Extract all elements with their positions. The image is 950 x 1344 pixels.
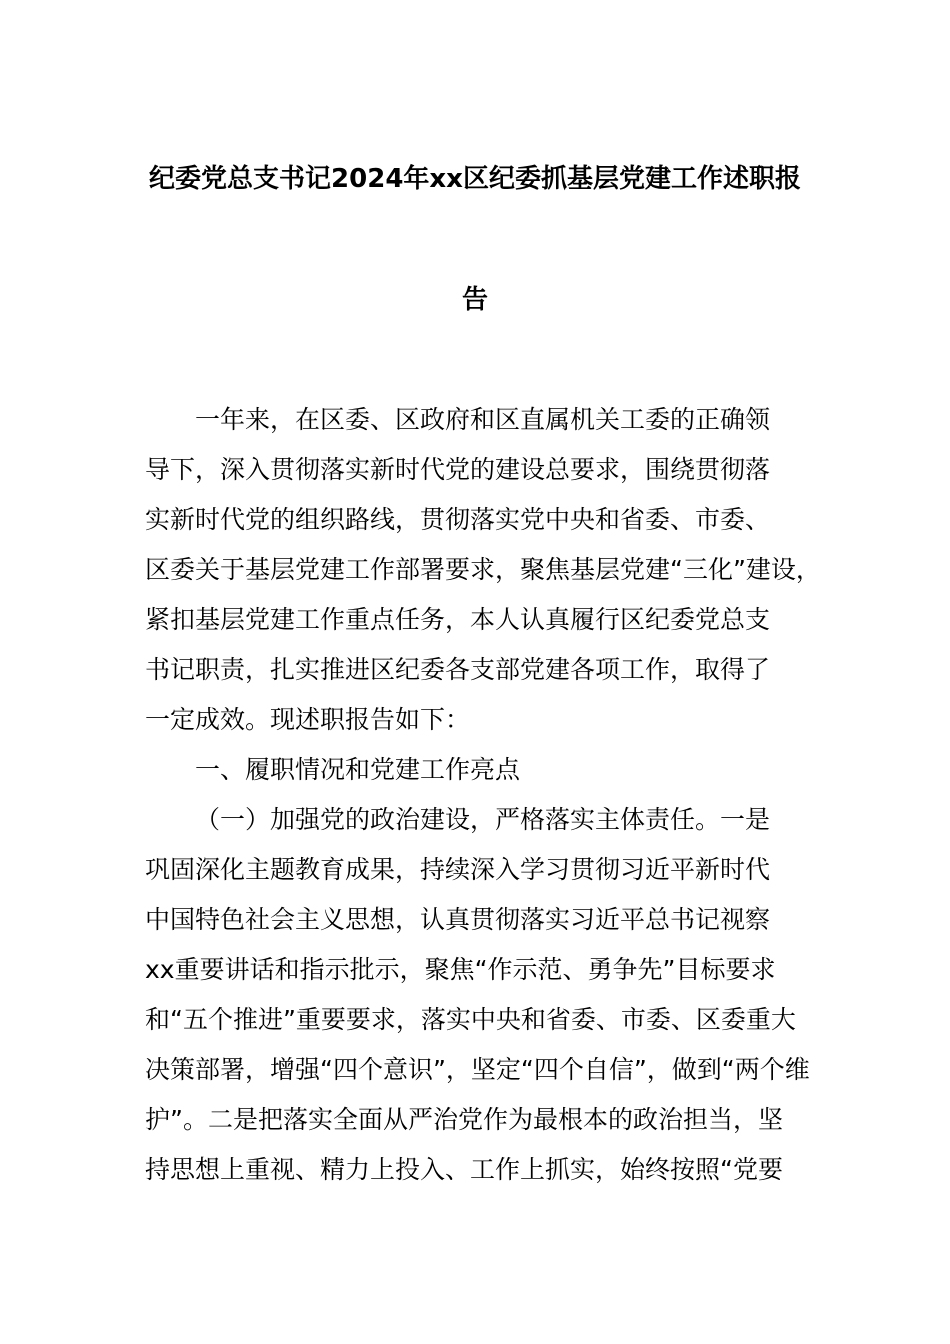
body-text-line: 巩固深化主题教育成果，持续深入学习贯彻习近平新时代: [145, 855, 771, 884]
body-text-line: 中国特色社会主义思想，认真贯彻落实习近平总书记视察: [145, 905, 771, 934]
body-text-line: 书记职责，扎实推进区纪委各支部党建各项工作，取得了: [145, 655, 771, 684]
body-text-line: 决策部署，增强“四个意识”，坚定“四个自信”，做到“两个维: [145, 1055, 810, 1084]
body-text-line: 实新时代党的组织路线，贯彻落实党中央和省委、市委、: [145, 505, 771, 534]
body-text-line: 导下，深入贯彻落实新时代党的建设总要求，围绕贯彻落: [145, 455, 771, 484]
body-text-line: 一年来，在区委、区政府和区直属机关工委的正确领: [195, 405, 771, 434]
body-text-line: 持思想上重视、精力上投入、工作上抓实，始终按照“党要: [145, 1155, 783, 1184]
body-text-line: 区委关于基层党建工作部署要求，聚焦基层党建“三化”建设，: [145, 555, 821, 584]
body-text-line: 紧扣基层党建工作重点任务，本人认真履行区纪委党总支: [145, 605, 771, 634]
body-text-line: 和“五个推进”重要要求，落实中央和省委、市委、区委重大: [145, 1005, 796, 1034]
body-text-line: 护”。二是把落实全面从严治党作为最根本的政治担当，坚: [145, 1105, 783, 1134]
body-text-line: 一定成效。现述职报告如下：: [145, 705, 471, 734]
body-text-line: xx重要讲话和指示批示，聚焦“作示范、勇争先”目标要求: [145, 955, 776, 984]
document-title-line-2: 告: [461, 285, 488, 315]
subsection-heading: （一）加强党的政治建设，严格落实主体责任。一是: [195, 805, 771, 834]
section-heading: 一、履职情况和党建工作亮点: [195, 755, 521, 784]
document-title-line-1: 纪委党总支书记2024年xx区纪委抓基层党建工作述职报: [149, 164, 801, 194]
